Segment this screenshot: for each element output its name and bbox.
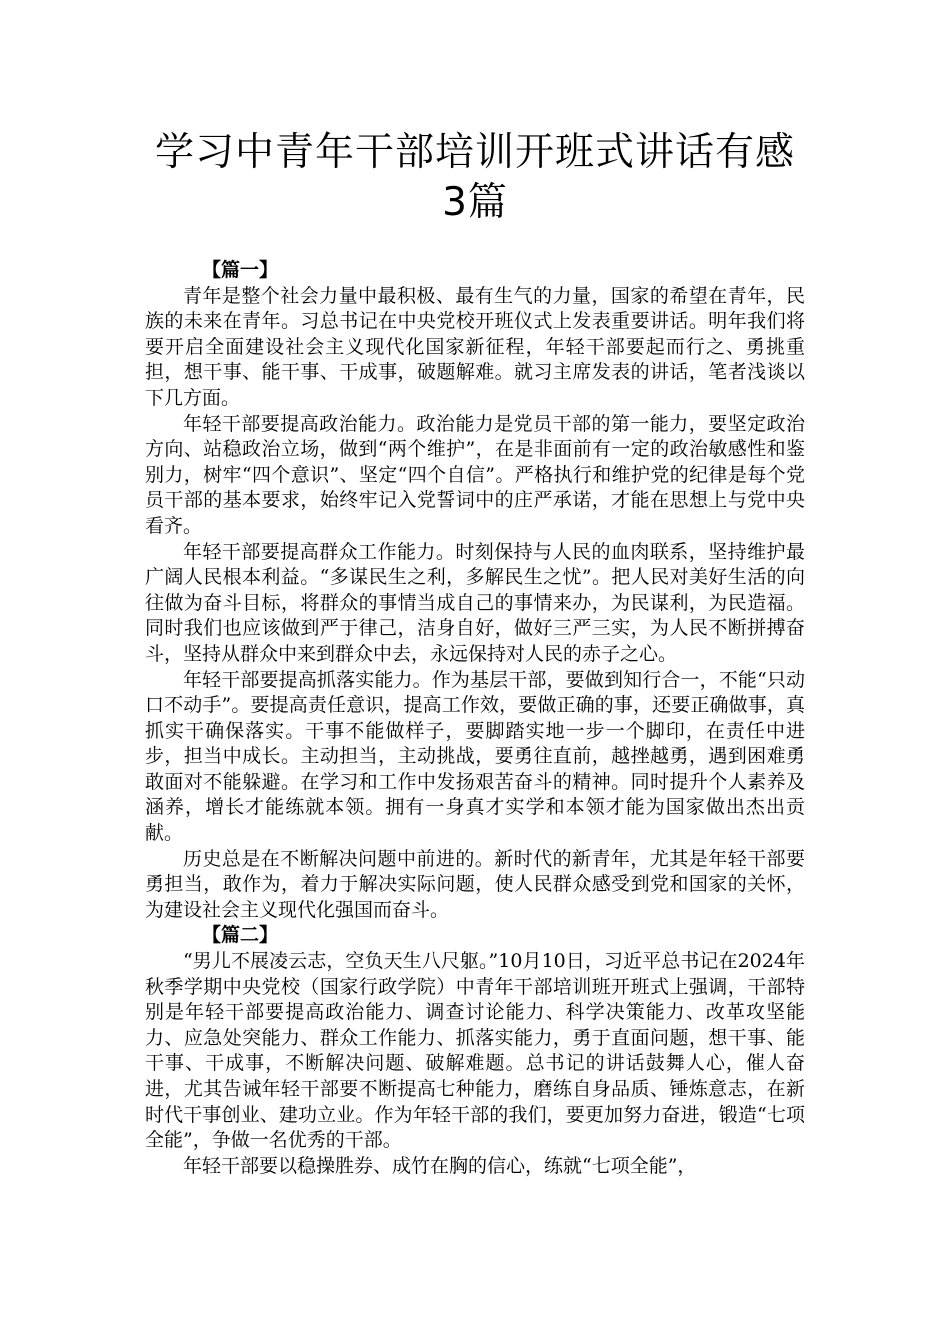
section-1 [145,258,805,923]
document-title: 学习中青年干部培训开班式讲话有感3篇 [154,130,795,225]
section-label: 【篇一】 [202,259,279,281]
section-2 [145,923,805,1179]
paragraph: 年轻干部要提高抓落实能力。作为基层干部，要做到知行合一，不能“只动口不动手”。要提高责任意识，提高工作效，要做正确的事，还要正确做事，真抓实干确保落实。干事不能做样子，要脚踏实地一步一个脚印，在责任中进步，担当中成长。主动担当，主动挑战，要勇往直前，越挫越勇，遇到困难勇敢面对不能躲避。在学习和工作中发扬艰苦奋斗的精神。同时提升个人素养及涵养，增长才能练就本领。拥有一身真才实学和本领才能为国家做出杰出贡献。 [145,668,805,845]
paragraph: 年轻干部要提高群众工作能力。时刻保持与人民的血肉联系，坚持维护最广阔人民根本利益。“多谋民生之利，多解民生之忧”。把人民对美好生活的向往做为奋斗目标，将群众的事情当成自己的事情来办，为民谋利，为民造福。同时我们也应该做到严于律己，洁身自好，做好三严三实，为人民不断拼搏奋斗，坚持从群众中来到群众中去，永远保持对人民的赤子之心。 [145,540,805,665]
paragraph: 青年是整个社会力量中最积极、最有生气的力量，国家的希望在青年，民族的未来在青年。习总书记在中央党校开班仪式上发表重要讲话。明年我们将要开启全面建设社会主义现代化国家新征程，年轻干部要起而行之、勇挑重担，想干事、能干事、干成事，破题解难。就习主席发表的讲话，笔者浅谈以下几方面。 [145,284,805,409]
document-body [145,258,805,1179]
section-label: 【篇二】 [202,924,279,947]
paragraph: 年轻干部要提高政治能力。政治能力是党员干部的第一能力，要坚定政治方向、站稳政治立场，做到“两个维护”，在是非面前有一定的政治敏感性和鉴别力，树牢“四个意识”、坚定“四个自信”。严格执行和维护党的纪律是每个党员干部的基本要求，始终牢记入党誓词中的庄严承诺，才能在思想上与党中央看齐。 [145,412,805,537]
paragraph: “男儿不展凌云志，空负天生八尺躯。”10月10日，习近平总书记在2024年秋季学期中央党校（国家行政学院）中青年干部培训班开班式上强调，干部特别是年轻干部要提高政治能力、调查讨论能力、科学决策能力、改革攻坚能力、应急处突能力、群众工作能力、抓落实能力，勇于直面问题，想干事、能干事、干成事，不断解决问题、破解难题。总书记的讲话鼓舞人心，催人奋进，尤其告诫年轻干部要不断提高七种能力，磨练自身品质、锤炼意志，在新时代干事创业、建功立业。作为年轻干部的我们，要更加努力奋进，锻造“七项全能”，争做一名优秀的干部。 [145,950,805,1152]
paragraph: 历史总是在不断解决问题中前进的。新时代的新青年，尤其是年轻干部要勇担当，敢作为，着力于解决实际问题，使人民群众感受到党和国家的关怀，为建设社会主义现代化强国而奋斗。 [145,847,805,921]
document-page [145,0,805,1344]
paragraph: 年轻干部要以稳操胜券、成竹在胸的信心，练就“七项全能”， [183,1154,697,1177]
